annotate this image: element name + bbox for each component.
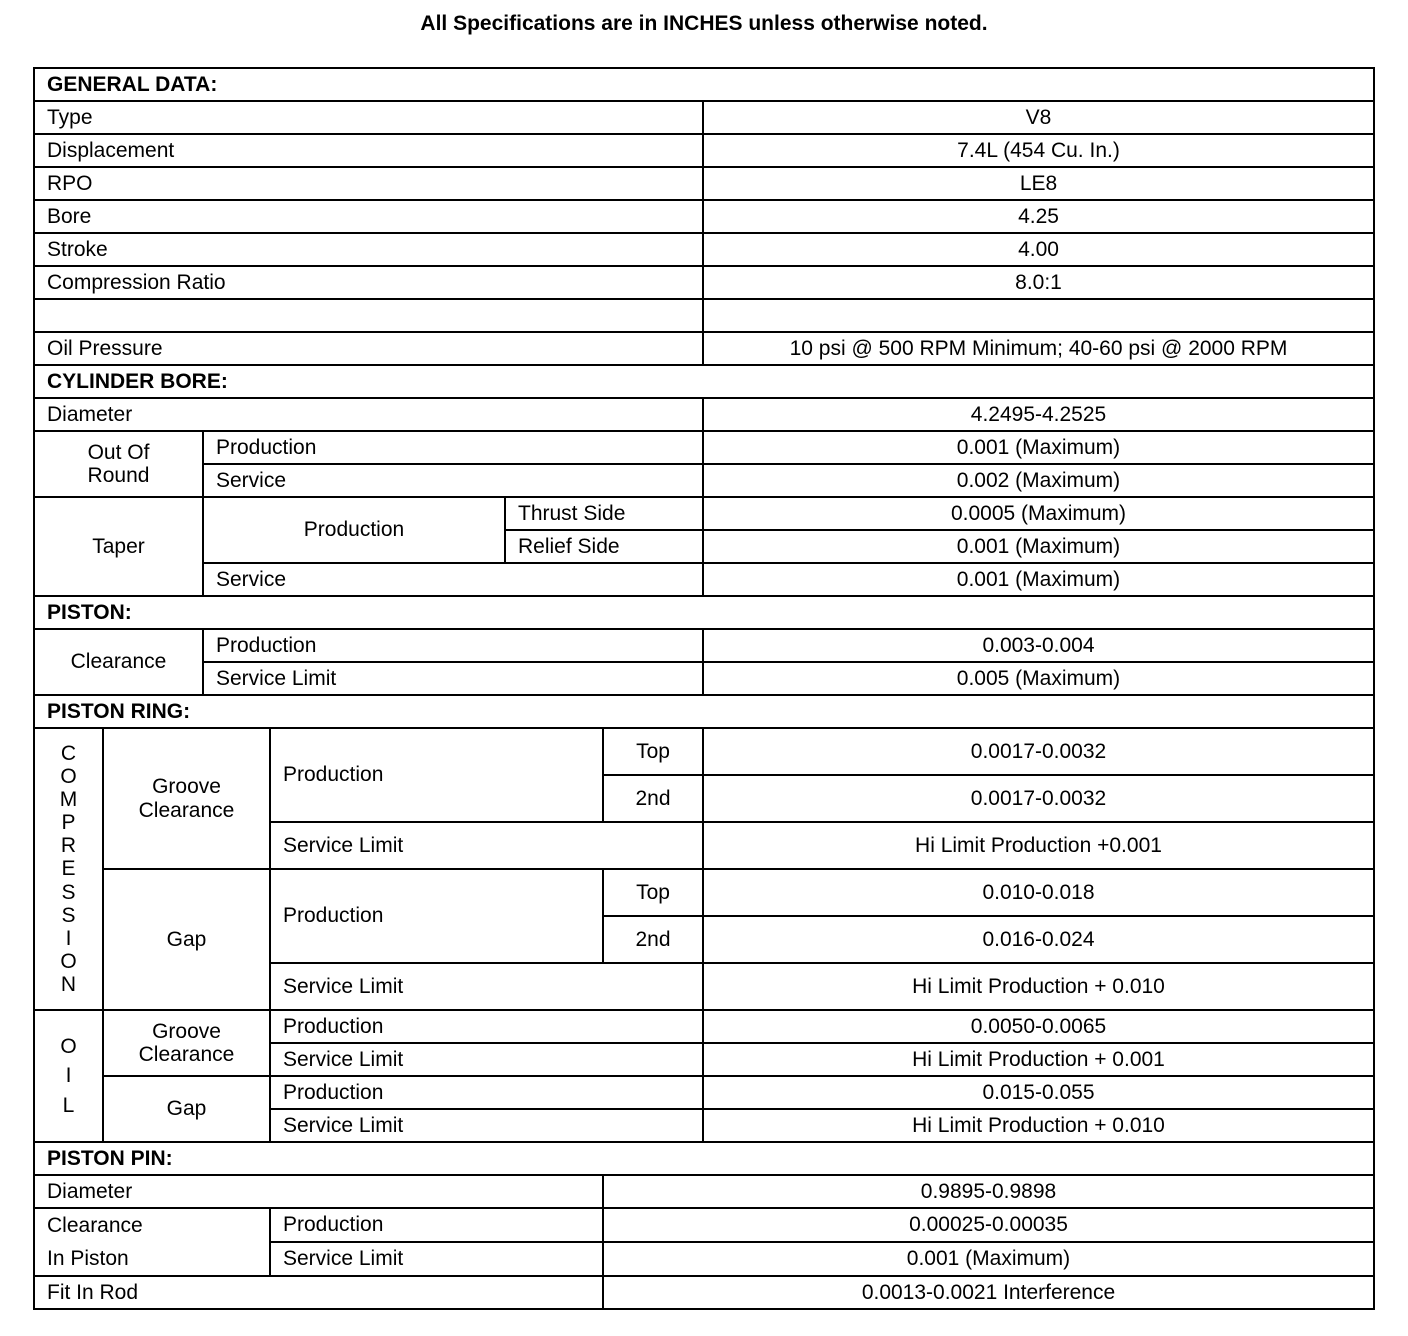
gc-top-value: 0.0017-0.0032 — [703, 728, 1374, 775]
pin-diameter-value: 0.9895-0.9898 — [603, 1175, 1374, 1208]
oor-service-label: Service — [203, 464, 703, 497]
bore-label: Bore — [34, 200, 703, 233]
table-row — [34, 662, 1374, 695]
oil-gc-production-label: Production — [270, 1010, 703, 1043]
vertical-letter: O — [60, 765, 77, 789]
gc-2nd-value: 0.0017-0.0032 — [703, 775, 1374, 822]
gap-service-limit-label: Service Limit — [270, 963, 703, 1010]
vertical-letter: S — [61, 903, 76, 927]
bore-diameter-value: 4.2495-4.2525 — [703, 398, 1374, 431]
thrust-side-label: Thrust Side — [505, 497, 703, 530]
oor-service-value: 0.002 (Maximum) — [703, 464, 1374, 497]
thrust-side-value: 0.0005 (Maximum) — [703, 497, 1374, 530]
stroke-label: Stroke — [34, 233, 703, 266]
piston-clearance-label: Clearance — [34, 629, 203, 695]
gc-production-label: Production — [270, 728, 603, 822]
out-of-round-line-1: Out Of — [87, 440, 150, 464]
gap-top-label: Top — [603, 869, 703, 916]
piston-service-limit-label: Service Limit — [203, 662, 703, 695]
out-of-round-label — [34, 431, 203, 497]
groove-clearance-line-2: Clearance — [138, 798, 235, 822]
table-row — [34, 728, 1374, 775]
displacement-value: 7.4L (454 Cu. In.) — [703, 134, 1374, 167]
table-row — [34, 497, 1374, 530]
empty-cell — [34, 299, 703, 332]
fit-in-rod-label: Fit In Rod — [34, 1276, 603, 1309]
oil-gc-service-label: Service Limit — [270, 1043, 703, 1076]
table-row — [34, 332, 1374, 365]
table-row — [34, 431, 1374, 464]
table-row — [34, 101, 1374, 134]
relief-side-label: Relief Side — [505, 530, 703, 563]
oil-gap-label: Gap — [103, 1076, 270, 1142]
table-row — [34, 1208, 1374, 1242]
pin-clearance-line-2: In Piston — [47, 1247, 129, 1270]
compression-ratio-label: Compression Ratio — [34, 266, 703, 299]
pin-service-limit-value: 0.001 (Maximum) — [603, 1242, 1374, 1276]
vertical-letter: N — [60, 972, 77, 996]
oor-production-label: Production — [203, 431, 703, 464]
oil-gap-production-value: 0.015-0.055 — [703, 1076, 1374, 1109]
oil-groove-clearance-label — [103, 1010, 270, 1076]
type-label: Type — [34, 101, 703, 134]
compression-ratio-value: 8.0:1 — [703, 266, 1374, 299]
oil-gap-service-label: Service Limit — [270, 1109, 703, 1142]
table-row — [34, 629, 1374, 662]
table-row — [34, 1010, 1374, 1043]
vertical-letter: S — [61, 880, 76, 904]
empty-cell — [703, 299, 1374, 332]
cylinder-bore-header-row — [34, 365, 1374, 398]
pin-diameter-label: Diameter — [34, 1175, 603, 1208]
pin-production-value: 0.00025-0.00035 — [603, 1208, 1374, 1242]
table-row — [34, 1175, 1374, 1208]
groove-clearance-label — [103, 728, 270, 869]
gap-service-limit-value: Hi Limit Production + 0.010 — [703, 963, 1374, 1010]
page-title: All Specifications are in INCHES unless otherwise noted. — [420, 12, 988, 35]
pin-service-limit-label: Service Limit — [270, 1242, 603, 1276]
gc-service-limit-value: Hi Limit Production +0.001 — [703, 822, 1374, 869]
table-row — [34, 200, 1374, 233]
type-value: V8 — [703, 101, 1374, 134]
gc-2nd-label: 2nd — [603, 775, 703, 822]
rpo-label: RPO — [34, 167, 703, 200]
gap-top-value: 0.010-0.018 — [703, 869, 1374, 916]
gc-top-label: Top — [603, 728, 703, 775]
table-row — [34, 1276, 1374, 1309]
pin-clearance-label — [34, 1208, 270, 1276]
groove-clearance-line-1: Groove — [152, 775, 221, 799]
fit-in-rod-value: 0.0013-0.0021 Interference — [603, 1276, 1374, 1309]
table-row — [34, 167, 1374, 200]
oil-groove-line-1: Groove — [152, 1019, 221, 1043]
gc-service-limit-label: Service Limit — [270, 822, 703, 869]
vertical-letter: L — [62, 1093, 75, 1117]
piston-header: PISTON: — [34, 596, 1374, 629]
taper-service-value: 0.001 (Maximum) — [703, 563, 1374, 596]
relief-side-value: 0.001 (Maximum) — [703, 530, 1374, 563]
spec-table — [33, 67, 1375, 1310]
gap-label: Gap — [103, 869, 270, 1010]
vertical-letter: I — [65, 926, 72, 950]
table-row — [34, 1076, 1374, 1109]
taper-service-label: Service — [203, 563, 703, 596]
oil-groove-line-2: Clearance — [138, 1043, 235, 1066]
general-header: GENERAL DATA: — [34, 68, 1374, 101]
vertical-letter: I — [65, 1064, 72, 1088]
oil-gap-service-value: Hi Limit Production + 0.010 — [703, 1109, 1374, 1142]
general-header-row — [34, 68, 1374, 101]
empty-row — [34, 299, 1374, 332]
taper-production-label: Production — [203, 497, 505, 563]
oil-pressure-value: 10 psi @ 500 RPM Minimum; 40-60 psi @ 2000 RPM — [703, 332, 1374, 365]
piston-pin-header-row — [34, 1142, 1374, 1175]
table-row — [34, 266, 1374, 299]
table-row — [34, 563, 1374, 596]
out-of-round-line-2: Round — [87, 464, 150, 487]
table-row — [34, 464, 1374, 497]
vertical-letter: E — [61, 857, 76, 881]
piston-pin-header: PISTON PIN: — [34, 1142, 1374, 1175]
vertical-letter: R — [60, 834, 77, 858]
gap-production-label: Production — [270, 869, 603, 963]
rpo-value: LE8 — [703, 167, 1374, 200]
piston-production-label: Production — [203, 629, 703, 662]
taper-label: Taper — [34, 497, 203, 596]
piston-production-value: 0.003-0.004 — [703, 629, 1374, 662]
vertical-letter: M — [59, 788, 78, 812]
table-row — [34, 869, 1374, 916]
stroke-value: 4.00 — [703, 233, 1374, 266]
vertical-letter: P — [61, 811, 76, 835]
vertical-letter: O — [60, 1035, 77, 1059]
piston-ring-header: PISTON RING: — [34, 695, 1374, 728]
oil-gap-production-label: Production — [270, 1076, 703, 1109]
cylinder-bore-header: CYLINDER BORE: — [34, 365, 1374, 398]
gap-2nd-value: 0.016-0.024 — [703, 916, 1374, 963]
bore-diameter-label: Diameter — [34, 398, 703, 431]
oor-production-value: 0.001 (Maximum) — [703, 431, 1374, 464]
vertical-letter: C — [60, 741, 77, 765]
piston-service-limit-value: 0.005 (Maximum) — [703, 662, 1374, 695]
piston-header-row — [34, 596, 1374, 629]
vertical-letter: O — [60, 949, 77, 973]
oil-gc-production-value: 0.0050-0.0065 — [703, 1010, 1374, 1043]
table-row — [34, 134, 1374, 167]
gap-2nd-label: 2nd — [603, 916, 703, 963]
oil-gc-service-value: Hi Limit Production + 0.001 — [703, 1043, 1374, 1076]
bore-value: 4.25 — [703, 200, 1374, 233]
piston-ring-header-row — [34, 695, 1374, 728]
pin-production-label: Production — [270, 1208, 603, 1242]
table-row — [34, 398, 1374, 431]
oil-vertical-label — [34, 1010, 103, 1142]
oil-pressure-label: Oil Pressure — [34, 332, 703, 365]
pin-clearance-line-1: Clearance — [47, 1214, 143, 1237]
displacement-label: Displacement — [34, 134, 703, 167]
table-row — [34, 233, 1374, 266]
compression-vertical-label — [34, 728, 103, 1010]
